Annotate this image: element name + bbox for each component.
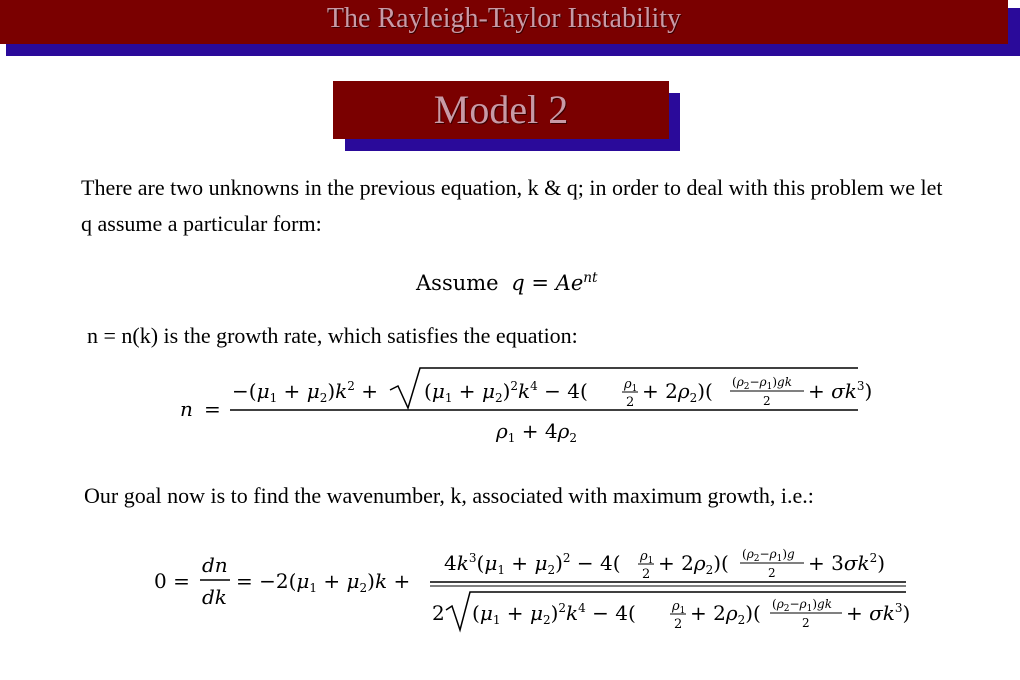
svg-text:2: 2 bbox=[674, 617, 683, 632]
svg-text:2: 2 bbox=[768, 566, 776, 580]
svg-text:(μ1 + μ2)2k4 − 4(: $(\mu_1 + \mu_2)^2k^4 - 4$( bbox=[424, 379, 588, 405]
intro-paragraph: There are two unknowns in the previous equation, k & q; in order to deal with this problem we let q assume a particular form: bbox=[81, 175, 943, 236]
svg-text:2: 2 bbox=[626, 395, 635, 410]
header-bar bbox=[0, 0, 1008, 44]
svg-text:0 =: 0 = bbox=[154, 569, 190, 593]
goal-paragraph: Our goal now is to find the wavenumber, k, associated with maximum growth, i.e.: bbox=[84, 483, 814, 508]
svg-text:(μ1 + μ2)2k4 − 4(: $(\mu_1 + \mu_2)^2k^4 - 4$( bbox=[472, 601, 636, 627]
assume-exponent: nt bbox=[583, 270, 598, 286]
svg-text:−(μ1 + μ2)k2 +: $-(\mu_1 + \mu_2)k^2$ + bbox=[232, 379, 379, 405]
svg-text:ρ1: $\rho_1$ bbox=[640, 549, 654, 566]
slide-title: Model 2 bbox=[433, 87, 569, 132]
assume-equation bbox=[416, 270, 598, 295]
derivative-equation bbox=[150, 540, 910, 640]
svg-text:+ σk3): + $\sigma k^3$) bbox=[846, 601, 911, 625]
svg-text:n: n bbox=[180, 397, 193, 421]
svg-text:(ρ2−ρ1)gk: $(\rho_2-\rho_1)gk$ bbox=[772, 597, 832, 614]
svg-text:+ 2ρ2)(: + $2\rho_2$)( bbox=[658, 551, 729, 577]
svg-text:+ σk3): + $\sigma k^3$) bbox=[808, 379, 873, 403]
growth-rate-equation bbox=[176, 364, 873, 450]
svg-text:(ρ2−ρ1)gk: $(\rho_2-\rho_1)gk$ bbox=[732, 375, 792, 392]
svg-text:4k3(μ1 + μ2)2 − 4(: $4k^3(\mu_1 + \mu_2)^2 - 4$( bbox=[444, 551, 621, 577]
svg-text:+ 3σk2): + $3\sigma k^2$) bbox=[808, 551, 886, 575]
svg-text:(ρ2−ρ1)g: $(\rho_2-\rho_1)g$ bbox=[742, 547, 795, 564]
svg-text:ρ1 + 4ρ2: $\rho_1 + 4\rho_2$ bbox=[496, 419, 578, 445]
svg-text:+ 2ρ2)(: + $2\rho_2$)( bbox=[690, 601, 761, 627]
svg-text:= −2(μ1 + μ2)k +: = $-2(\mu_1 + \mu_2)k$ + bbox=[236, 569, 411, 595]
svg-text:=: = bbox=[204, 397, 221, 421]
svg-text:dn: dn bbox=[202, 553, 228, 577]
svg-text:dk: dk bbox=[202, 585, 227, 609]
assume-label: Assume bbox=[416, 271, 499, 295]
assume-expression: q = Ae bbox=[511, 271, 584, 295]
page-title: The Rayleigh-Taylor Instability bbox=[326, 3, 682, 34]
model-title-box bbox=[333, 81, 669, 139]
svg-text:+ 2ρ2)(: + $2\rho_2$)( bbox=[642, 379, 713, 405]
svg-text:2: 2 bbox=[763, 394, 771, 408]
svg-text:2: 2 bbox=[432, 601, 445, 625]
svg-text:ρ1: $\rho_1$ bbox=[624, 377, 638, 394]
svg-text:ρ1: $\rho_1$ bbox=[672, 599, 686, 616]
svg-text:2: 2 bbox=[642, 567, 651, 582]
svg-text:2: 2 bbox=[802, 616, 810, 630]
growth-paragraph: n = n(k) is the growth rate, which satisfies the equation: bbox=[87, 323, 578, 348]
